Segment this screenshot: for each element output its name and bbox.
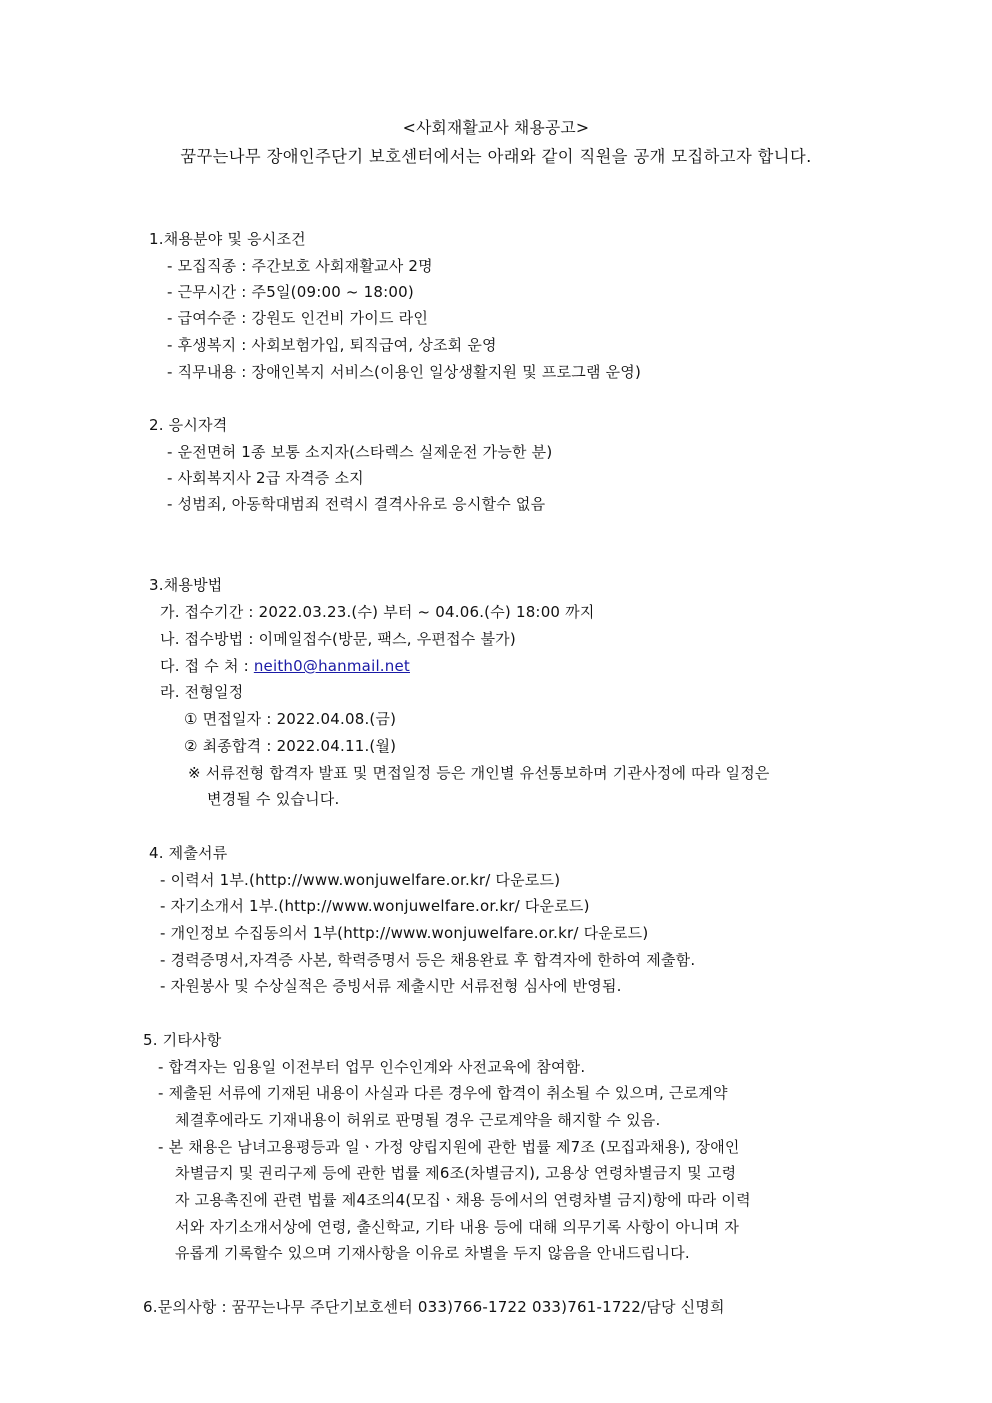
- section4-heading: 4. 제출서류: [149, 844, 228, 862]
- section1-heading: 1.채용분야 및 응시조건: [149, 230, 306, 248]
- final-pass-date: ② 최종합격 : 2022.04.11.(월): [184, 737, 397, 755]
- section1-item: - 급여수준 : 강원도 인건비 가이드 라인: [167, 309, 429, 327]
- page-subtitle: 꿈꾸는나무 장애인주단기 보호센터에서는 아래와 같이 직원을 공개 모집하고자 합니다.: [180, 147, 812, 166]
- section1-item: - 후생복지 : 사회보험가입, 퇴직급여, 상조회 운영: [167, 336, 497, 354]
- section5-line: 체결후에라도 기재내용이 허위로 판명될 경우 근로계약을 해지할 수 있음.: [175, 1111, 661, 1129]
- application-method: 나. 접수방법 : 이메일접수(방문, 팩스, 우편접수 불가): [160, 630, 516, 648]
- section5-line: 서와 자기소개서상에 연령, 출신학교, 기타 내용 등에 대해 의무기록 사항이 아니며 자: [175, 1218, 740, 1236]
- section3-heading: 3.채용방법: [149, 576, 223, 594]
- address-label: 다. 접 수 처 :: [160, 657, 254, 675]
- schedule-note: ※ 서류전형 합격자 발표 및 면접일정 등은 개인별 유선통보하며 기관사정에 따라 일정은: [188, 764, 770, 782]
- section1-item: - 직무내용 : 장애인복지 서비스(이용인 일상생활지원 및 프로그램 운영): [167, 363, 642, 381]
- section1-item: - 모집직종 : 주간보호 사회재활교사 2명: [167, 257, 433, 275]
- interview-date: ① 면접일자 : 2022.04.08.(금): [184, 710, 397, 728]
- page-title: <사회재활교사 채용공고>: [402, 118, 590, 137]
- section1-item: - 근무시간 : 주5일(09:00 ~ 18:00): [167, 283, 414, 301]
- schedule-heading: 라. 전형일정: [160, 683, 244, 701]
- section4-item: - 경력증명서,자격증 사본, 학력증명서 등은 채용완료 후 합격자에 한하여 제출함.: [160, 951, 696, 969]
- section5-line: - 본 채용은 남녀고용평등과 일ㆍ가정 양립지원에 관한 법률 제7조 (모집과채용), 장애인: [158, 1138, 740, 1156]
- email-link[interactable]: neith0@hanmail.net: [253, 657, 410, 675]
- section4-item: - 개인정보 수집동의서 1부(http://www.wonjuwelfare.or.kr/ 다운로드): [160, 924, 649, 942]
- section5-line: 유롭게 기록할수 있으며 기재사항을 이유로 차별을 두지 않음을 안내드립니다.: [175, 1244, 690, 1262]
- section5-line: - 제출된 서류에 기재된 내용이 사실과 다른 경우에 합격이 취소될 수 있으며, 근로계약: [158, 1084, 728, 1102]
- section4-item: - 자원봉사 및 수상실적은 증빙서류 제출시만 서류전형 심사에 반영됨.: [160, 977, 622, 995]
- section2-heading: 2. 응시자격: [149, 416, 228, 434]
- schedule-note-cont: 변경될 수 있습니다.: [207, 790, 340, 808]
- section4-item: - 자기소개서 1부.(http://www.wonjuwelfare.or.kr/ 다운로드): [160, 897, 590, 915]
- section5-line: 자 고용촉진에 관련 법률 제4조의4(모집ㆍ채용 등에서의 연령차별 금지)항에 따라 이력: [175, 1191, 751, 1209]
- contact-info: 6.문의사항 : 꿈꾸는나무 주단기보호센터 033)766-1722 033)761-1722/담당 신명희: [143, 1298, 725, 1316]
- section2-item: - 운전면허 1종 보통 소지자(스타렉스 실제운전 가능한 분): [167, 443, 553, 461]
- section5-heading: 5. 기타사항: [143, 1031, 222, 1049]
- section5-line: - 합격자는 임용일 이전부터 업무 인수인계와 사전교육에 참여함.: [158, 1058, 586, 1076]
- application-period: 가. 접수기간 : 2022.03.23.(수) 부터 ~ 04.06.(수) 18:00 까지: [160, 603, 595, 621]
- section2-item: - 사회복지사 2급 자격증 소지: [167, 469, 364, 487]
- section2-item: - 성범죄, 아동학대범죄 전력시 결격사유로 응시할수 없음: [167, 495, 546, 513]
- application-address: [160, 656, 410, 676]
- section5-line: 차별금지 및 권리구제 등에 관한 법률 제6조(차별금지), 고용상 연령차별금지 및 고령: [175, 1164, 737, 1182]
- section4-item: - 이력서 1부.(http://www.wonjuwelfare.or.kr/ 다운로드): [160, 871, 561, 889]
